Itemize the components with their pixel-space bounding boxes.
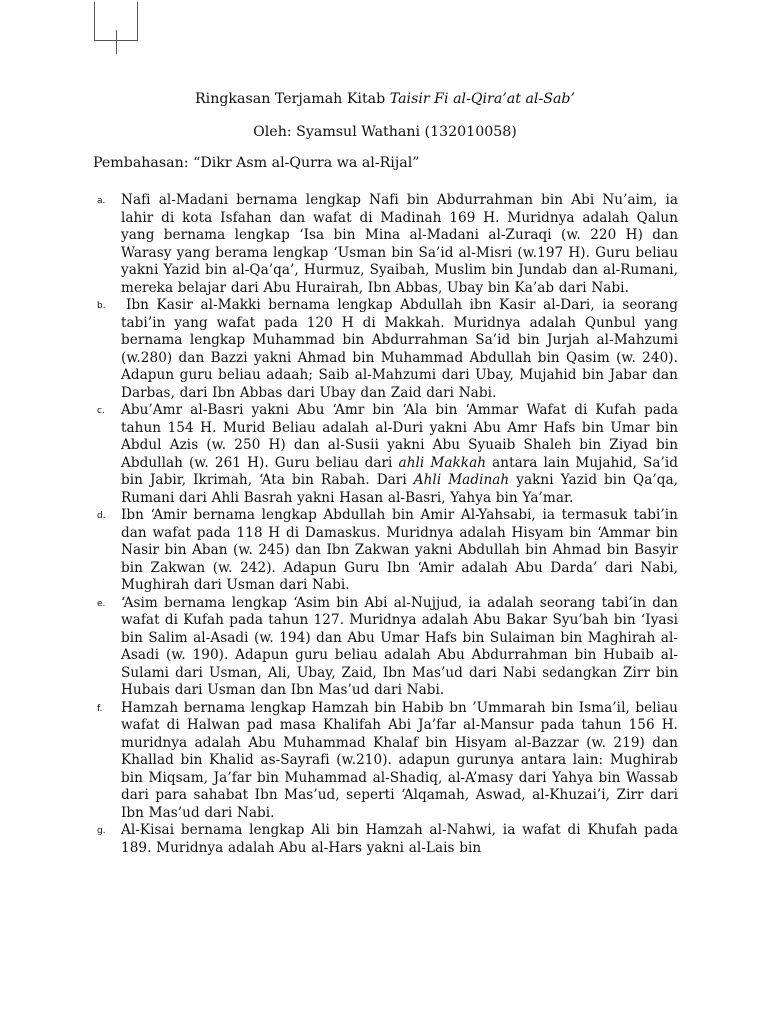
list-marker: d. bbox=[97, 511, 106, 521]
text-segment: yakni Yazid bin Qa’qa, Rumani dari Ahli Basrah yakni Hasan al-Basri, Yahya bin Ya’mar. bbox=[121, 472, 678, 506]
list-item bbox=[92, 507, 678, 595]
list-item-text: Nafi al-Madani bernama lengkap Nafi bin Abdurrahman bin Abi Nu’aim, ia lahir di kota Isfahan dan wafat di Madinah 169 H. Muridnya adalah Qalun yang bernama lengkap ‘Isa bin Mina al-Madani al-Zuraqi (w. 220 H) dan Warasy yang berama lengkap ‘Usman bin Sa’id al-Misri (w.197 H). Guru beliau yakni Yazid bin al-Qa’qa’, Hurmuz, Syaibah, Muslim bin Jundab dan al-Rumani, mereka belajar dari Abu Hurairah, Ibn Abbas, Ubay bin Ka’ab dari Nabi. bbox=[121, 192, 678, 296]
list-item bbox=[92, 192, 678, 297]
list-item bbox=[92, 595, 678, 700]
list-marker: e. bbox=[97, 598, 106, 609]
topic-line bbox=[93, 154, 419, 172]
topic-colon: : bbox=[183, 155, 194, 171]
topic-label: Pembahasan bbox=[93, 155, 184, 171]
list-item-text: ‘Asim bernama lengkap ‘Asim bin Abi al-Nujjud, ia adalah seorang tabi’in dan wafat di Kufah pada tahun 127. Muridnya adalah Abu Bakar Syu’bah bin ‘Iyasi bin Salim al-Asadi (w. 194) dan Abu Umar Hafs bin Sulaiman bin Maghirah al-Asadi (w. 190). Adapun guru beliau adalah Abu Abdurrahman bin Hubaib al-Sulami dari Usman, Ali, Ubay, Zaid, Ibn Mas’ud dari Nabi sedangkan Zirr bin Hubais dari Usman dan Ibn Mas’ud dari Nabi. bbox=[121, 594, 678, 698]
author-line: Oleh: Syamsul Wathani (132010058) bbox=[253, 124, 517, 140]
list-item-text: Hamzah bernama lengkap Hamzah bin Habib bn ’Ummarah bin Isma’il, beliau wafat di Halwan pad masa Khalifah Abi Ja’far al-Mansur pada tahun 156 H. muridnya adalah Abu Muhammad Khalaf bin Hisyam al-Bazzar (w. 219) dan Khallad bin Khalid as-Sayrafi (w.210). adapun gurunya antara lain: Mughirab bin Miqsam, Ja’far bin Muhammad al-Shadiq, al-A’masy dari Yahya bin Wassab dari para sahabat Ibn Mas’ud, seperti ‘Alqamah, Aswad, al-Khuzai’i, Zirr dari Ibn Mas’ud dari Nabi. bbox=[121, 699, 678, 821]
list-marker: a. bbox=[97, 196, 106, 206]
topic-value: “Dikr Asm al-Qurra wa al-Rijal” bbox=[193, 155, 420, 171]
italic-term: ahli Makkah bbox=[398, 454, 487, 471]
list-item bbox=[92, 297, 678, 402]
list-marker: f. bbox=[97, 703, 103, 714]
list-item bbox=[92, 700, 678, 823]
list-item-text: Ibn ‘Amir bernama lengkap Abdullah bin Amir Al-Yahsabi, ia termasuk tabi’in dan wafat pada 118 H di Damaskus. Muridnya adalah Hisyam bin ‘Ammar bin Nasir bin Aban (w. 245) dan Ibn Zakwan yakni Abdullah bin Ahmad bin Basyir bin Zakwan (w. 242). Adapun Guru Ibn ‘Amir adalah Abu Darda’ dari Nabi, Mughirah dari Usman dari Nabi. bbox=[121, 507, 678, 593]
text-segment: Abu’Amr al-Basri yakni Abu ‘Amr bin ‘Ala bin ‘Ammar Wafat di Kufah pada tahun 154 H. Murid Beliau adalah al-Duri yakni Abu Amr Hafs bin Umar bin Abdul Azis (w. 250 H) dan al-Susii yakni Abu Syuaib Shaleh bin Ziyad bin Abdullah (w. 261 H). Guru beliau dari bbox=[121, 402, 678, 471]
list-item-text: Al-Kisai bernama lengkap Ali bin Hamzah al-Nahwi, ia wafat di Khufah pada 189. Muridnya adalah Abu al-Hars yakni al-Lais bin bbox=[121, 822, 678, 856]
title-prefix: Ringkasan Terjamah Kitab bbox=[194, 91, 390, 107]
list-marker: b. bbox=[97, 301, 106, 311]
list-item-text bbox=[121, 402, 678, 507]
text-segment: antara lain Mujahid, Sa’id bin Jabir, Ikrimah, ‘Ata bin Rabah. Dari bbox=[121, 454, 679, 488]
list-marker: c. bbox=[97, 406, 105, 416]
document-title bbox=[92, 90, 678, 108]
qurra-list bbox=[92, 192, 678, 857]
list-marker: g. bbox=[97, 826, 106, 836]
list-item bbox=[92, 822, 678, 857]
crop-mark-tick bbox=[116, 30, 117, 54]
italic-term: Ahli Madinah bbox=[413, 472, 510, 488]
list-item-text: Ibn Kasir al-Makki bernama lengkap Abdullah ibn Kasir al-Dari, ia seorang tabi’in yang wafat pada 120 H di Makkah. Muridnya adalah Qunbul yang bernama lengkap Muhammad bin Abdurrahman Sa’id bin Jurjah al-Mahzumi (w.280) dan Bazzi yakni Ahmad bin Muhammad Abdullah bin Qasim (w. 240). Adapun guru beliau adaah; Saib al-Mahzumi dari Ubay, Mujahid bin Jabar dan Darbas, dari Ibn Abbas dari Ubay dan Zaid dari Nabi. bbox=[121, 297, 678, 401]
book-title: Taisir Fi al-Qira’at al-Sab’ bbox=[389, 91, 576, 107]
list-item bbox=[92, 402, 678, 507]
